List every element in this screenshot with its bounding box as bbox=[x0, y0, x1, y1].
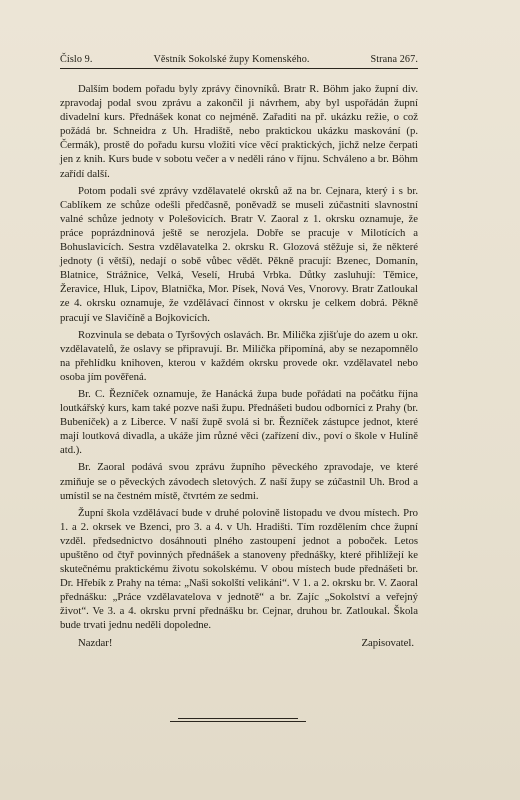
closing-greeting: Nazdar! bbox=[78, 636, 113, 649]
page-header bbox=[60, 54, 418, 69]
page-number: Strana 267. bbox=[370, 54, 418, 65]
issue-number: Číslo 9. bbox=[60, 54, 93, 65]
paragraph: Br. C. Řezníček oznamuje, že Hanácká župa bude pořádati na počátku října loutkářský kurs, kam také pozve naši župu. Přednášeti budou odborníci z Prahy (br. Bubeníček) a z Liberce. V naší župě svolá si br. Řezníček zástupce jednot, které mají loutková divadla, a ukáže jim různé věci (zařízení div., poví o škole v Hulíně atd.). bbox=[60, 387, 418, 457]
end-rule-lower bbox=[170, 721, 306, 722]
end-rule-upper bbox=[178, 718, 298, 719]
paragraph: Rozvinula se debata o Tyršových oslavách. Br. Milička zjišťuje do azem u okr. vzdělavatelů, že oslavy se připravují. Br. Milička připomíná, aby se nezapomnělo na přehlídku knihoven, kterou v každém okrsku provede okr. vzdělavatel nebo osoba jím pověřená. bbox=[60, 328, 418, 383]
paragraph: Potom podali své zprávy vzdělavatelé okrsků až na br. Cejnara, který i s br. Cablíkem ze schůze odešli předčasně, poněvadž se museli zúčastniti slavnostní valné schůze jednoty v Polešovicích. Bratr V. Zaoral z 1. okrsku oznamuje, že práce poprázdninová ještě se nerozjela. Dobře se pracuje v Milotících a Bohuslavicích. Sestra vzdělavatelka 2. okrsku R. Glozová stěžuje si, že některé jednoty (i větší), nedají o sobě vůbec vědět. Pěkně pracují: Bzenec, Domanín, Blatnice, Strážnice, Velká, Veselí, Hrubá Vrbka. Důtky zasluhují: Těmice, Žeravice, Hluk, Lipov, Blatnička, Mor. Písek, Nová Ves, Vnorovy. Bratr Zatloukal ze 4. okrsku oznamuje, že vzdělávací činnost v okrsku je celkem dobrá. Pěkně pracují ve Slavičíně a Bojkovicích. bbox=[60, 184, 418, 324]
closing-signature: Zapisovatel. bbox=[361, 636, 414, 649]
paragraph: Br. Zaoral podává svou zprávu župního pěveckého zpravodaje, ve které zmiňuje se o pěveckých závodech sletových. Z naší župy se zúčastnil Uh. Brod a umístil se na čestném místě, čtvrtém ze sedmi. bbox=[60, 461, 418, 502]
journal-title: Věstník Sokolské župy Komenského. bbox=[153, 54, 310, 65]
paragraph: Župní škola vzdělávací bude v druhé polovině listopadu ve dvou místech. Pro 1. a 2. okrsek ve Bzenci, pro 3. a 4. v Uh. Hradišti. Tím rozdělením chce župní vzděl. předsednictvo dosáhnouti plného zastoupení jednot a poboček. Letos upuštěno od čtyř povinných přednášek a stanoveny přednášky, které přihlížejí ke skutečnému praktickému životu sokolskému. V obou místech bude přednášeti br. Dr. Hřebík z Prahy na téma: „Naši sokolští velikáni“. V 1. a 2. okrsku br. V. Zaoral přednášku: „Práce vzdělavatelova v jednotě“ a br. Zajíc „Sokolství a veřejný život“. Ve 3. a 4. okrsku první přednášku br. Cejnar, druhou br. Zatloukal. Škola bude trvati jednu neděli dopoledne. bbox=[60, 506, 418, 632]
article-body bbox=[60, 82, 418, 650]
closing-row bbox=[60, 636, 418, 650]
paragraph: Dalším bodem pořadu byly zprávy činovníků. Bratr R. Böhm jako župní div. zpravodaj podal svou zprávu a zakončil ji návrhem, aby byl uspořádán župní divadelní kurs. Přednášek konat co nejméně. Zařaditi na př. ukázku režie, o což požádá br. Schneidra z Uh. Hradiště, nebo praktickou ukázku maskování (p. Čermák), prostě do pořadu kursu vložiti více věcí praktických, jichž nelze čerpati jen z knih. Kurs bude v sobotu večer a v neděli ráno v říjnu. Schváleno a br. Böhm zařídí další. bbox=[60, 83, 418, 180]
